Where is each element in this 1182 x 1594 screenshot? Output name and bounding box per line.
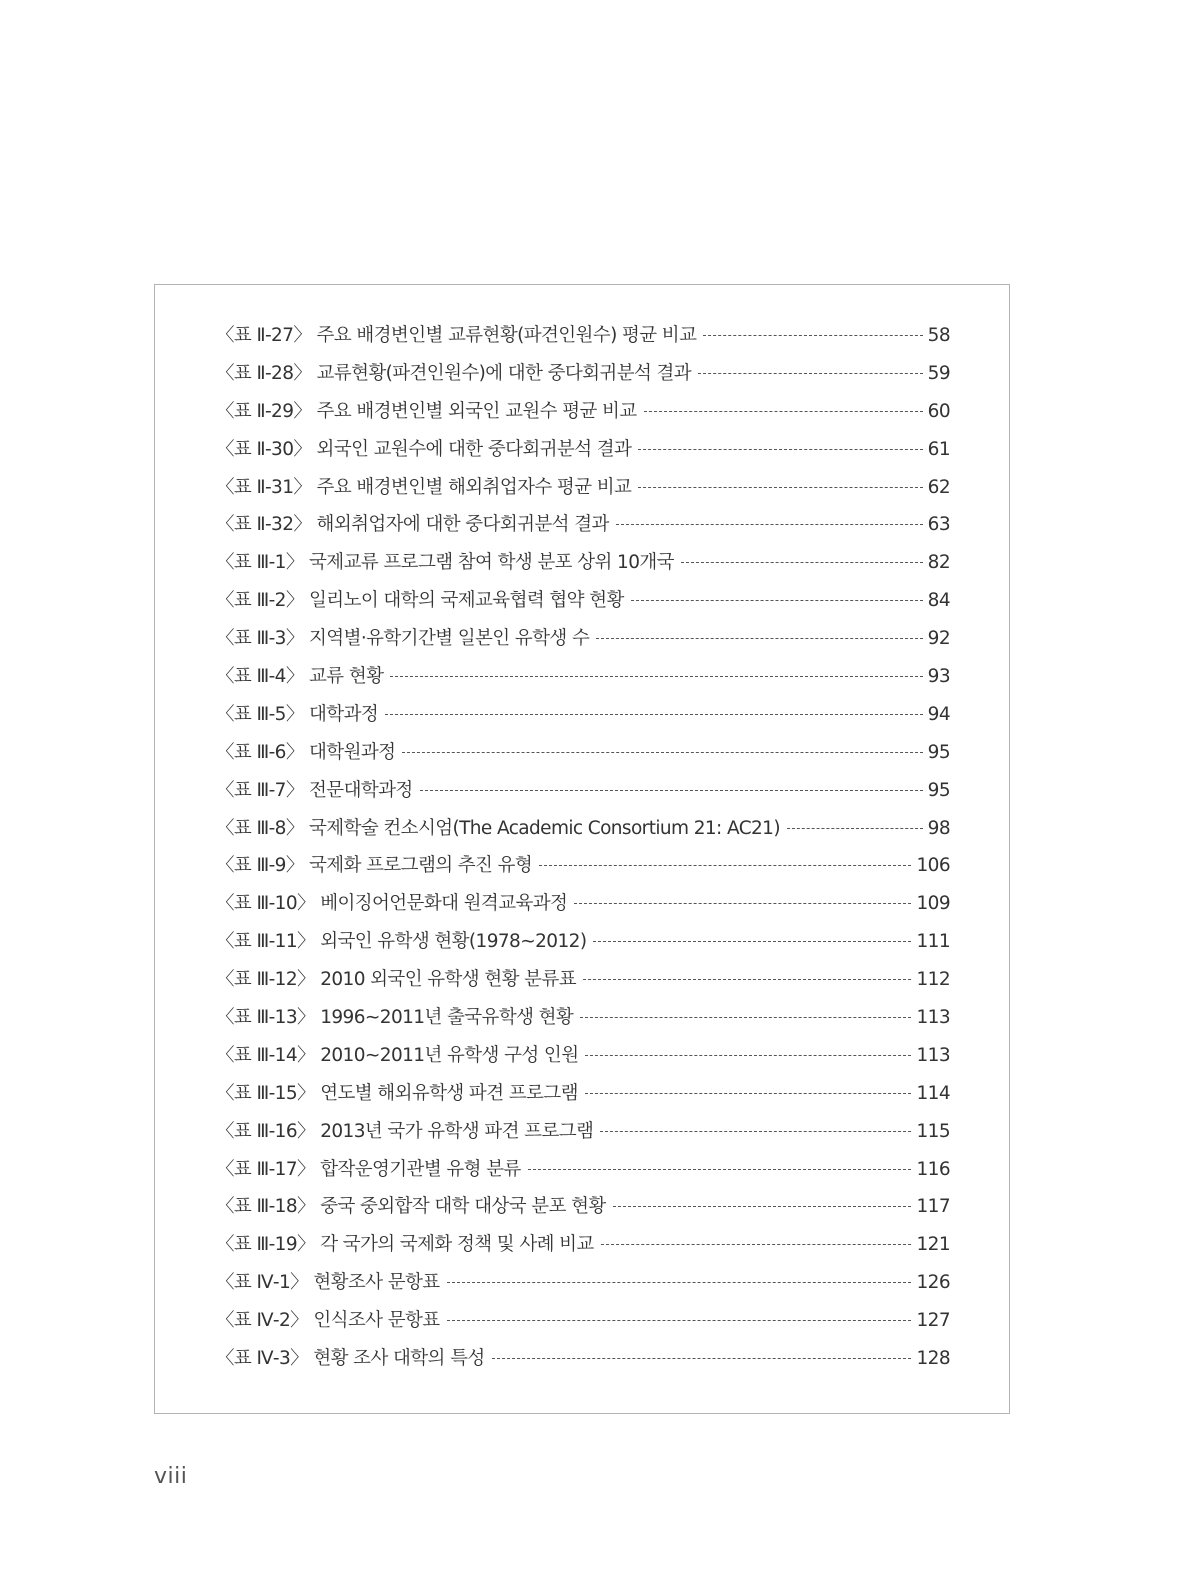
dot-leader xyxy=(787,828,923,829)
toc-entry-title: 〈표 Ⅲ-7〉 전문대학과정 xyxy=(216,779,413,801)
toc-entry-title: 〈표 Ⅲ-8〉 국제학술 컨소시엄(The Academic Consortium 21: AC21) xyxy=(216,817,780,839)
toc-entry-page-number: 126 xyxy=(916,1272,950,1294)
dot-leader xyxy=(631,600,923,601)
dot-leader xyxy=(601,1244,912,1245)
toc-entry-title: 〈표 Ⅱ-31〉 주요 배경변인별 해외취업자수 평균 비교 xyxy=(216,476,632,498)
toc-entry[interactable] xyxy=(216,620,950,658)
toc-entry-title: 〈표 Ⅳ-2〉 인식조사 문항표 xyxy=(216,1310,440,1332)
toc-entry-title: 〈표 Ⅲ-4〉 교류 현황 xyxy=(216,666,384,688)
toc-entry-page-number: 115 xyxy=(916,1120,950,1142)
dot-leader xyxy=(585,1093,912,1094)
toc-entry[interactable] xyxy=(216,999,950,1037)
toc-entry[interactable] xyxy=(216,1113,950,1151)
toc-entry-page-number: 59 xyxy=(927,362,950,384)
dot-leader xyxy=(593,941,911,942)
dot-leader xyxy=(698,373,923,374)
toc-entry[interactable] xyxy=(216,847,950,885)
toc-entry-page-number: 128 xyxy=(916,1348,950,1370)
toc-entry[interactable] xyxy=(216,734,950,772)
table-of-tables-list xyxy=(216,317,950,1378)
toc-entry[interactable] xyxy=(216,1075,950,1113)
toc-entry-page-number: 114 xyxy=(916,1082,950,1104)
toc-entry-title: 〈표 Ⅲ-14〉 2010∼2011년 유학생 구성 인원 xyxy=(216,1044,579,1066)
dot-leader xyxy=(644,411,923,412)
toc-entry-page-number: 95 xyxy=(927,779,950,801)
toc-entry[interactable] xyxy=(216,696,950,734)
dot-leader xyxy=(681,562,923,563)
toc-entry-page-number: 61 xyxy=(927,438,950,460)
toc-entry[interactable] xyxy=(216,1340,950,1378)
toc-entry[interactable] xyxy=(216,1037,950,1075)
toc-entry-page-number: 98 xyxy=(927,817,950,839)
toc-entry-page-number: 95 xyxy=(927,741,950,763)
toc-entry[interactable] xyxy=(216,772,950,810)
toc-entry-page-number: 127 xyxy=(916,1310,950,1332)
dot-leader xyxy=(616,524,923,525)
toc-entry[interactable] xyxy=(216,544,950,582)
toc-entry-page-number: 60 xyxy=(927,400,950,422)
toc-entry-page-number: 58 xyxy=(927,325,950,346)
toc-entry-title: 〈표 Ⅲ-5〉 대학과정 xyxy=(216,703,379,725)
dot-leader xyxy=(574,903,911,904)
toc-entry-title: 〈표 Ⅲ-16〉 2013년 국가 유학생 파견 프로그램 xyxy=(216,1120,594,1142)
toc-entry[interactable] xyxy=(216,506,950,544)
toc-entry-title: 〈표 Ⅱ-29〉 주요 배경변인별 외국인 교원수 평균 비교 xyxy=(216,400,637,422)
toc-entry-title: 〈표 Ⅱ-30〉 외국인 교원수에 대한 중다회귀분석 결과 xyxy=(216,438,632,460)
toc-entry[interactable] xyxy=(216,885,950,923)
toc-entry-title: 〈표 Ⅲ-10〉 베이징어언문화대 원격교육과정 xyxy=(216,893,568,915)
toc-entry[interactable] xyxy=(216,469,950,507)
dot-leader xyxy=(638,487,922,488)
toc-entry-page-number: 92 xyxy=(927,628,950,650)
dot-leader xyxy=(390,676,922,677)
dot-leader xyxy=(613,1206,912,1207)
toc-entry-page-number: 113 xyxy=(916,1007,950,1029)
dot-leader xyxy=(402,752,922,753)
toc-entry-page-number: 121 xyxy=(916,1234,950,1256)
page-number: viii xyxy=(154,1464,188,1489)
toc-entry-title: 〈표 Ⅳ-3〉 현황 조사 대학의 특성 xyxy=(216,1348,485,1370)
toc-entry[interactable] xyxy=(216,431,950,469)
toc-entry-page-number: 116 xyxy=(916,1158,950,1180)
toc-entry-title: 〈표 Ⅲ-17〉 합작운영기관별 유형 분류 xyxy=(216,1158,521,1180)
toc-entry[interactable] xyxy=(216,1188,950,1226)
dot-leader xyxy=(447,1282,912,1283)
toc-entry-title: 〈표 Ⅲ-6〉 대학원과정 xyxy=(216,741,396,763)
toc-entry[interactable] xyxy=(216,582,950,620)
toc-entry-page-number: 63 xyxy=(927,514,950,536)
dot-leader xyxy=(600,1131,911,1132)
toc-entry-page-number: 84 xyxy=(927,590,950,612)
toc-entry-page-number: 113 xyxy=(916,1044,950,1066)
toc-entry-page-number: 62 xyxy=(927,476,950,498)
toc-entry[interactable] xyxy=(216,923,950,961)
toc-entry-page-number: 82 xyxy=(927,552,950,574)
toc-entry-page-number: 117 xyxy=(916,1196,950,1218)
toc-entry[interactable] xyxy=(216,1264,950,1302)
toc-entry-title: 〈표 Ⅲ-19〉 각 국가의 국제화 정책 및 사례 비교 xyxy=(216,1234,594,1256)
toc-entry[interactable] xyxy=(216,317,950,355)
dot-leader xyxy=(638,449,922,450)
toc-entry[interactable] xyxy=(216,355,950,393)
dot-leader xyxy=(583,979,911,980)
toc-entry-title: 〈표 Ⅳ-1〉 현황조사 문항표 xyxy=(216,1272,440,1294)
dot-leader xyxy=(585,1055,911,1056)
dot-leader xyxy=(539,865,911,866)
dot-leader xyxy=(492,1358,912,1359)
toc-entry-title: 〈표 Ⅲ-9〉 국제화 프로그램의 추진 유형 xyxy=(216,855,533,877)
toc-entry-title: 〈표 Ⅱ-32〉 해외취업자에 대한 중다회귀분석 결과 xyxy=(216,514,609,536)
toc-entry-title: 〈표 Ⅲ-12〉 2010 외국인 유학생 현황 분류표 xyxy=(216,969,576,991)
toc-entry-page-number: 94 xyxy=(927,703,950,725)
dot-leader xyxy=(528,1169,912,1170)
toc-entry-title: 〈표 Ⅱ-28〉 교류현황(파견인원수)에 대한 중다회귀분석 결과 xyxy=(216,362,692,384)
toc-entry-title: 〈표 Ⅱ-27〉 주요 배경변인별 교류현황(파견인원수) 평균 비교 xyxy=(216,325,697,346)
toc-entry-title: 〈표 Ⅲ-1〉 국제교류 프로그램 참여 학생 분포 상위 10개국 xyxy=(216,552,674,574)
toc-entry-title: 〈표 Ⅲ-15〉 연도별 해외유학생 파견 프로그램 xyxy=(216,1082,578,1104)
toc-entry-page-number: 111 xyxy=(916,931,950,953)
dot-leader xyxy=(596,638,922,639)
toc-entry[interactable] xyxy=(216,1151,950,1189)
dot-leader xyxy=(447,1320,912,1321)
toc-entry[interactable] xyxy=(216,393,950,431)
toc-entry-title: 〈표 Ⅲ-18〉 중국 중외합작 대학 대상국 분포 현황 xyxy=(216,1196,606,1218)
toc-entry-title: 〈표 Ⅲ-13〉 1996∼2011년 출국유학생 현황 xyxy=(216,1007,574,1029)
dot-leader xyxy=(703,335,922,336)
toc-entry-title: 〈표 Ⅲ-11〉 외국인 유학생 현황(1978∼2012) xyxy=(216,931,587,953)
toc-entry[interactable] xyxy=(216,961,950,999)
toc-entry[interactable] xyxy=(216,658,950,696)
toc-entry-page-number: 112 xyxy=(916,969,950,991)
dot-leader xyxy=(580,1017,911,1018)
toc-entry[interactable] xyxy=(216,1226,950,1264)
toc-entry-page-number: 93 xyxy=(927,666,950,688)
toc-entry-page-number: 106 xyxy=(916,855,950,877)
dot-leader xyxy=(420,790,923,791)
toc-entry[interactable] xyxy=(216,1302,950,1340)
toc-entry[interactable] xyxy=(216,810,950,848)
toc-entry-page-number: 109 xyxy=(916,893,950,915)
toc-entry-title: 〈표 Ⅲ-2〉 일리노이 대학의 국제교육협력 협약 현황 xyxy=(216,590,624,612)
toc-entry-title: 〈표 Ⅲ-3〉 지역별·유학기간별 일본인 유학생 수 xyxy=(216,628,590,650)
dot-leader xyxy=(385,714,923,715)
